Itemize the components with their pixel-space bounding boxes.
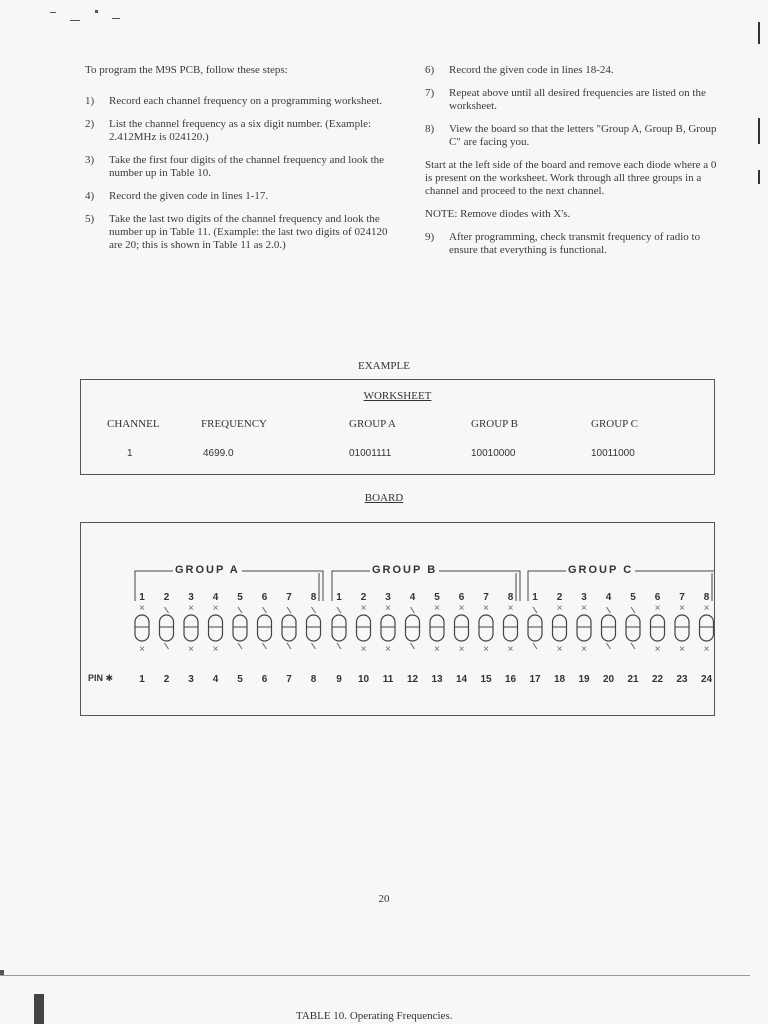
step-item [85, 190, 400, 203]
step-number: 8) [425, 123, 435, 135]
removed-x-mark: × [139, 644, 145, 655]
pin-number: 22 [651, 674, 664, 685]
step-number: 7) [425, 87, 435, 99]
pin-number: 21 [627, 674, 639, 685]
diode [700, 615, 714, 641]
table-caption [296, 1010, 452, 1022]
bit-number: 6 [261, 592, 268, 603]
diode [209, 615, 223, 641]
pin-number: 9 [336, 674, 342, 685]
diode [332, 615, 346, 641]
pin-number: 16 [504, 674, 517, 685]
diode-lead [411, 643, 415, 649]
step-number: 4) [85, 190, 95, 202]
bit-number: 5 [434, 592, 440, 603]
step-text: Take the last two digits of the channel frequency and look the number up in Table 11. (Example: the last two digits of 024120 are 20; this is shown in Table 11 as 2.0.) [109, 213, 388, 251]
scan-speck [112, 18, 120, 19]
step-text: Repeat above until all desired frequencies are listed on the worksheet. [449, 87, 706, 112]
diode [528, 615, 542, 641]
pin-number: 1 [139, 674, 145, 685]
diode [675, 615, 689, 641]
bit-number: 8 [703, 592, 710, 603]
step-number: 9) [425, 231, 435, 243]
removed-x-mark: × [360, 603, 367, 614]
scan-edge-mark [758, 170, 760, 184]
intro-text: To program the M9S PCB, follow these steps: [85, 64, 288, 76]
diode-lead [263, 607, 267, 613]
removed-x-mark: × [703, 603, 710, 614]
removed-x-mark: × [581, 603, 587, 614]
group-label: GROUP C [568, 564, 634, 576]
removed-x-mark: × [188, 603, 194, 614]
pin-number: 3 [188, 674, 194, 685]
diode [577, 615, 591, 641]
step-number: 1) [85, 95, 95, 107]
bit-number: 1 [532, 592, 538, 603]
step-item [85, 154, 400, 180]
bit-number: 4 [605, 592, 612, 603]
diode [406, 615, 420, 641]
removed-x-mark: × [434, 644, 440, 655]
step-item [85, 213, 400, 252]
pin-number: 13 [431, 674, 443, 685]
bit-number: 5 [237, 592, 243, 603]
diode-lead [631, 607, 635, 613]
pin-number: 20 [602, 674, 615, 685]
removed-x-mark: × [679, 603, 685, 614]
scan-speck [34, 994, 44, 1024]
diode-lead [165, 607, 169, 613]
step-item [425, 123, 723, 149]
scan-speck [50, 12, 56, 13]
removed-x-mark: × [703, 644, 710, 655]
pin-number: 2 [163, 674, 170, 685]
removed-x-mark: × [483, 603, 489, 614]
step-number: 2) [85, 118, 95, 130]
diode-lead [631, 643, 635, 649]
board-diagram [80, 522, 715, 716]
removed-x-mark: × [434, 603, 440, 614]
bit-number: 7 [286, 592, 292, 603]
worksheet-header-channel: CHANNEL [107, 418, 160, 430]
left-steps-list [85, 95, 400, 252]
pin-number: 8 [310, 674, 317, 685]
pin-label: PIN ✱ [88, 673, 114, 683]
bit-number: 5 [630, 592, 636, 603]
step-item [85, 95, 400, 108]
diode [602, 615, 616, 641]
bit-number: 4 [409, 592, 416, 603]
diode [455, 615, 469, 641]
diode [282, 615, 296, 641]
worksheet-box [80, 379, 715, 475]
diode-lead [165, 643, 169, 649]
removed-x-mark: × [654, 603, 661, 614]
pin-number: 4 [212, 674, 219, 685]
diode [430, 615, 444, 641]
table-caption-title: Operating Frequencies. [349, 1010, 453, 1022]
pin-number: 10 [357, 674, 370, 685]
board-title: BOARD [364, 492, 404, 504]
diode [135, 615, 149, 641]
worksheet-header-group-c: GROUP C [591, 418, 638, 430]
worksheet-cell-channel: 1 [127, 448, 133, 459]
diode [479, 615, 493, 641]
diode-lead [533, 643, 537, 649]
pin-number: 19 [578, 674, 590, 685]
board-title-wrap [0, 492, 768, 504]
diode-lead [533, 607, 537, 613]
step-text: Record each channel frequency on a programming worksheet. [109, 95, 383, 107]
diode-lead [337, 643, 341, 649]
pin-number: 24 [700, 674, 713, 685]
instructions-right-column [425, 64, 723, 257]
step-number: 5) [85, 213, 95, 225]
diode [553, 615, 567, 641]
removed-x-mark: × [212, 603, 219, 614]
diode [504, 615, 518, 641]
step-text: List the channel frequency as a six digit number. (Example: 2.412MHz is 024120.) [109, 118, 372, 143]
removed-x-mark: × [679, 644, 685, 655]
diode [160, 615, 174, 641]
page-bottom-rule [0, 975, 750, 976]
page-number: 20 [378, 893, 390, 905]
step-item [425, 231, 723, 257]
step-number: 3) [85, 154, 95, 166]
example-title: EXAMPLE [358, 360, 410, 372]
pin-number: 15 [480, 674, 492, 685]
scan-edge-mark [758, 22, 760, 44]
pin-number: 17 [529, 674, 541, 685]
diode [357, 615, 371, 641]
removed-x-mark: × [212, 644, 219, 655]
removed-x-mark: × [385, 644, 391, 655]
removed-x-mark: × [188, 644, 194, 655]
diode [233, 615, 247, 641]
table-caption-label: TABLE 10. [296, 1010, 348, 1022]
removed-x-mark: × [360, 644, 367, 655]
pin-number: 23 [676, 674, 688, 685]
worksheet-cell-group-b: 10010000 [471, 448, 516, 459]
bit-number: 6 [654, 592, 661, 603]
step-text: Take the first four digits of the channel frequency and look the number up in Table 10. [109, 154, 385, 179]
pin-number: 7 [286, 674, 292, 685]
group-label: GROUP A [175, 564, 240, 576]
board-right-edge [714, 523, 715, 715]
diode-lead [337, 607, 341, 613]
worksheet-title: WORKSHEET [363, 390, 432, 402]
step-item [425, 87, 723, 113]
bit-number: 2 [163, 592, 170, 603]
step-text: View the board so that the letters "Group A, Group B, Group C" are facing you. [449, 123, 717, 148]
bit-number: 4 [212, 592, 219, 603]
pin-number: 11 [382, 674, 394, 685]
diode-lead [607, 607, 611, 613]
step-item [85, 118, 400, 144]
diode-lead [263, 643, 267, 649]
diode [307, 615, 321, 641]
worksheet-cell-frequency: 4699.0 [203, 448, 234, 459]
bit-number: 1 [139, 592, 145, 603]
removed-x-mark: × [654, 644, 661, 655]
bit-number: 3 [385, 592, 391, 603]
step-text: Record the given code in lines 1-17. [109, 190, 269, 202]
pin-number: 14 [455, 674, 468, 685]
bit-number: 3 [581, 592, 587, 603]
scan-speck [95, 10, 98, 13]
pin-number: 18 [553, 674, 566, 685]
removed-x-mark: × [556, 644, 563, 655]
removed-x-mark: × [458, 644, 465, 655]
right-steps-list [425, 64, 723, 149]
diode-lead [312, 607, 316, 613]
instructions-left-column [85, 64, 400, 262]
diode [626, 615, 640, 641]
removed-x-mark: × [507, 603, 514, 614]
bit-number: 8 [507, 592, 514, 603]
step-text: Record the given code in lines 18-24. [449, 64, 614, 76]
diode-lead [312, 643, 316, 649]
removed-x-mark: × [581, 644, 587, 655]
bit-number: 1 [336, 592, 342, 603]
diode-lead [287, 607, 291, 613]
diode-lead [287, 643, 291, 649]
scan-speck [70, 20, 80, 21]
scan-edge-mark [758, 118, 760, 144]
bit-number: 7 [679, 592, 685, 603]
bit-number: 7 [483, 592, 489, 603]
procedure-paragraph: Start at the left side of the board and remove each diode where a 0 is present on the worksheet. Work through all three groups in a channel and proceed to the next channel. [425, 159, 717, 197]
removed-x-mark: × [458, 603, 465, 614]
group-label: GROUP B [372, 564, 438, 576]
diode-lead [411, 607, 415, 613]
bit-number: 2 [360, 592, 367, 603]
diode-lead [607, 643, 611, 649]
bit-number: 6 [458, 592, 465, 603]
bit-number: 3 [188, 592, 194, 603]
step-text: After programming, check transmit frequency of radio to ensure that everything is functional. [449, 231, 701, 256]
diode [381, 615, 395, 641]
step-number: 6) [425, 64, 435, 76]
worksheet-cell-group-c: 10011000 [591, 448, 635, 459]
worksheet-header-group-a: GROUP A [349, 418, 396, 430]
pin-number: 12 [406, 674, 419, 685]
pin-number: 5 [237, 674, 243, 685]
worksheet-header-frequency: FREQUENCY [201, 418, 268, 430]
removed-x-mark: × [556, 603, 563, 614]
note-text: NOTE: Remove diodes with X's. [425, 208, 571, 220]
removed-x-mark: × [483, 644, 489, 655]
worksheet-header-group-b: GROUP B [471, 418, 518, 430]
bit-number: 8 [310, 592, 317, 603]
diode-lead [238, 643, 242, 649]
pin-number: 6 [261, 674, 268, 685]
diode [651, 615, 665, 641]
step-item [425, 64, 723, 77]
bit-number: 2 [556, 592, 563, 603]
diode [184, 615, 198, 641]
worksheet-cell-group-a: 01001111 [349, 448, 392, 459]
removed-x-mark: × [385, 603, 391, 614]
removed-x-mark: × [139, 603, 145, 614]
diode-lead [238, 607, 242, 613]
removed-x-mark: × [507, 644, 514, 655]
diode [258, 615, 272, 641]
